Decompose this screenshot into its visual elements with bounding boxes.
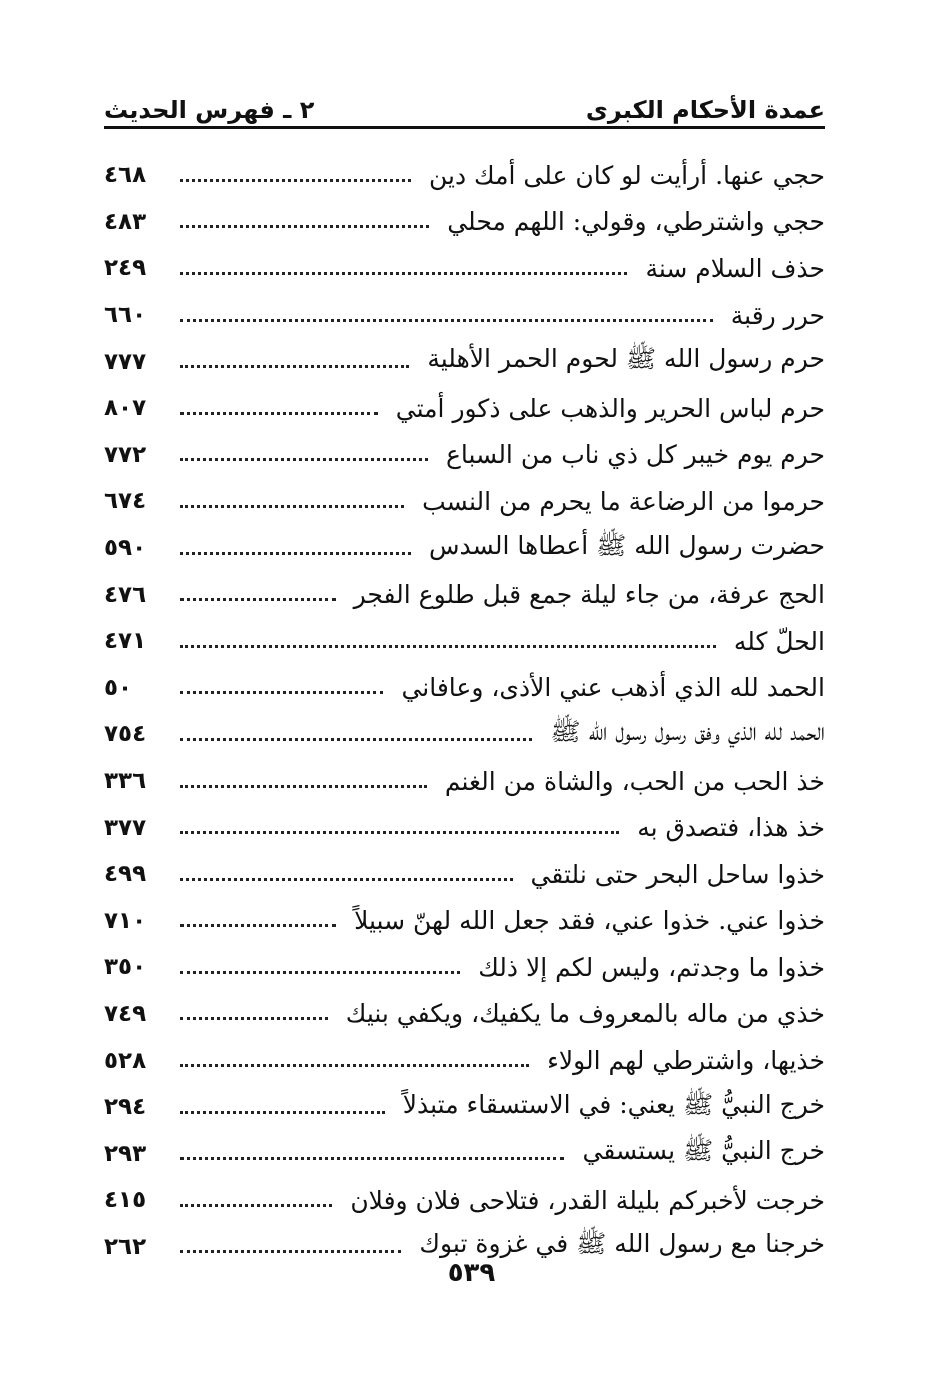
entry-page-number: ٤١٥ (104, 1187, 147, 1214)
entry-page-number: ٥٢٨ (104, 1047, 147, 1074)
dot-leader (180, 458, 428, 461)
dot-leader (180, 738, 532, 741)
dot-leader (180, 924, 336, 927)
entry-text: خذوا عني. خذوا عني، فقد جعل الله لهنّ سبيلاً (354, 906, 825, 936)
entry-text: خذيها، واشترطي لهم الولاء (547, 1046, 825, 1076)
dot-leader (180, 645, 716, 648)
dot-leader (180, 552, 411, 555)
entry-page-number: ٣٧٧ (104, 814, 147, 841)
entry-page-number: ٤٦٨ (104, 162, 147, 189)
dot-leader (180, 878, 513, 881)
dot-leader (180, 785, 427, 788)
index-entry (104, 1130, 825, 1177)
index-entry (104, 385, 825, 432)
index-entry (104, 711, 825, 758)
dot-leader (180, 412, 378, 415)
section-title: ٢ ـ فهرس الحديث (104, 96, 315, 124)
index-entry (104, 199, 825, 246)
dot-leader (180, 1250, 401, 1253)
dot-leader (180, 1064, 529, 1067)
index-entry (104, 338, 825, 385)
index-entry (104, 292, 825, 339)
index-entry (104, 618, 825, 665)
index-entry (104, 898, 825, 945)
dot-leader (180, 179, 411, 182)
entry-text: خذوا ما وجدتم، وليس لكم إلا ذلك (478, 952, 825, 982)
entry-page-number: ٤٧٦ (104, 581, 147, 608)
entry-page-number: ٧٤٩ (104, 1000, 147, 1027)
entry-text: خرجنا مع رسول الله ﷺ في غزوة تبوك (419, 1229, 825, 1259)
index-entry (104, 1084, 825, 1131)
header-rule (104, 126, 825, 129)
entry-text: خذ هذا، فتصدق به (637, 813, 825, 843)
index-entry (104, 245, 825, 292)
entry-text: حرم يوم خيبر كل ذي ناب من السباع (445, 440, 825, 470)
entry-text: حرم لباس الحرير والذهب على ذكور أمتي (395, 393, 825, 423)
index-entry (104, 991, 825, 1038)
index-entry (104, 152, 825, 199)
entry-page-number: ٦٧٤ (104, 488, 147, 515)
hadith-index-list (104, 152, 825, 1270)
entry-page-number: ٢٤٩ (104, 255, 147, 282)
dot-leader (180, 1017, 328, 1020)
index-entry (104, 1037, 825, 1084)
entry-page-number: ٧٧٢ (104, 441, 147, 468)
index-entry (104, 1177, 825, 1224)
index-entry (104, 432, 825, 479)
entry-page-number: ٧٥٤ (104, 721, 147, 748)
dot-leader (180, 505, 404, 508)
entry-text: حذف السلام سنة (645, 253, 825, 283)
index-entry (104, 525, 825, 572)
index-entry (104, 944, 825, 991)
entry-page-number: ٧١٠ (104, 907, 147, 934)
entry-page-number: ٦٦٠ (104, 302, 147, 329)
entry-page-number: ٤٩٩ (104, 861, 147, 888)
entry-text: حرم رسول الله ﷺ لحوم الحمر الأهلية (427, 344, 825, 374)
index-entry (104, 851, 825, 898)
dot-leader (180, 272, 627, 275)
entry-text: حجي واشترطي، وقولي: اللهم محلي (447, 207, 825, 237)
page-number: ٥٣٩ (447, 1258, 496, 1288)
dot-leader (180, 831, 619, 834)
dot-leader (180, 225, 429, 228)
entry-text: خرج النبيُّ ﷺ يعني: في الاستسقاء متبذلاً (402, 1089, 825, 1119)
entry-page-number: ٤٧١ (104, 628, 147, 655)
dot-leader (180, 1157, 564, 1160)
entry-page-number: ٢٩٣ (104, 1140, 147, 1167)
entry-page-number: ٤٨٣ (104, 208, 147, 235)
entry-text: خذوا ساحل البحر حتى نلتقي (530, 859, 825, 889)
entry-page-number: ٧٧٧ (104, 348, 147, 375)
dot-leader (180, 1204, 332, 1207)
entry-text: خرجت لأخبركم بليلة القدر، فتلاحى فلان وفلان (350, 1185, 825, 1215)
entry-page-number: ٣٣٦ (104, 768, 147, 795)
entry-text: خرج النبيُّ ﷺ يستسقي (582, 1136, 825, 1166)
entry-page-number: ٨٠٧ (104, 395, 147, 422)
dot-leader (180, 319, 713, 322)
book-title: عمدة الأحكام الكبرى (585, 96, 825, 124)
entry-text: الحمد لله الذي وفق رسول رسول الله ﷺ (550, 716, 825, 746)
dot-leader (180, 598, 336, 601)
entry-text: الحمد لله الذي أذهب عني الأذى، وعافاني (401, 673, 825, 703)
entry-text: حرر رقبة (730, 300, 825, 330)
entry-page-number: ٣٥٠ (104, 954, 147, 981)
index-entry (104, 804, 825, 851)
dot-leader (180, 1111, 385, 1114)
entry-text: خذ الحب من الحب، والشاة من الغنم (444, 766, 825, 796)
entry-text: حرموا من الرضاعة ما يحرم من النسب (422, 486, 825, 516)
entry-text: الحج عرفة، من جاء ليلة جمع قبل طلوع الفجر (353, 580, 825, 610)
entry-text: حجي عنها. أرأيت لو كان على أمك دين (428, 160, 825, 190)
entry-page-number: ٥٠ (104, 674, 133, 701)
index-entry (104, 571, 825, 618)
dot-leader (180, 365, 409, 368)
dot-leader (180, 691, 383, 694)
dot-leader (180, 971, 460, 974)
index-entry (104, 758, 825, 805)
entry-page-number: ٥٩٠ (104, 535, 147, 562)
entry-page-number: ٢٦٢ (104, 1233, 147, 1260)
index-entry (104, 665, 825, 712)
entry-text: حضرت رسول الله ﷺ أعطاها السدس (428, 530, 825, 560)
entry-text: خذي من ماله بالمعروف ما يكفيك، ويكفي بنيك (345, 999, 825, 1029)
entry-text: الحلّ كله (733, 626, 825, 656)
index-entry (104, 478, 825, 525)
running-header (104, 84, 825, 124)
entry-page-number: ٢٩٤ (104, 1094, 147, 1121)
